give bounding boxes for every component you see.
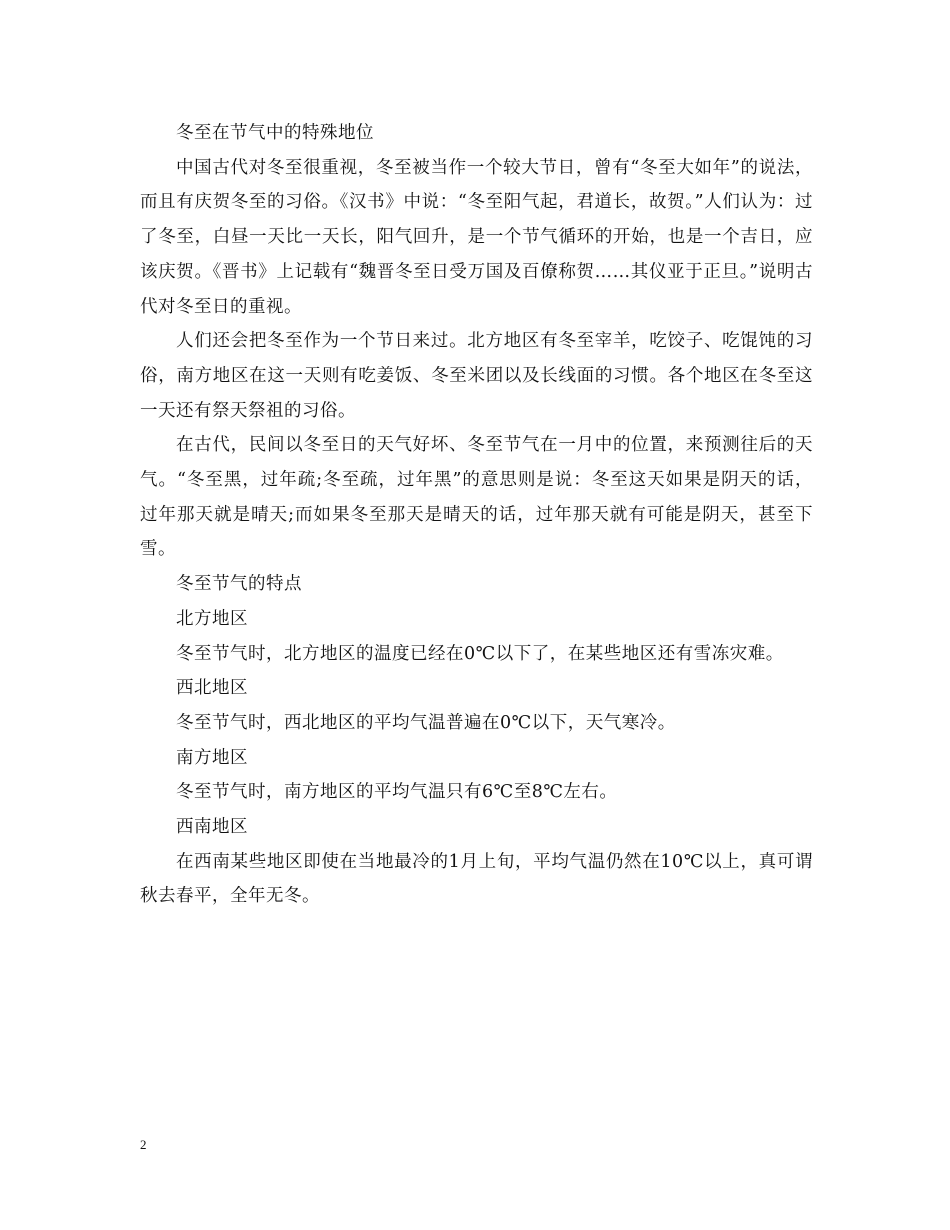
paragraph-southwest-region: 在西南某些地区即使在当地最冷的1月上旬，平均气温仍然在10℃以上，真可谓秋去春平，全年无冬。 bbox=[140, 851, 813, 907]
document-body bbox=[140, 116, 813, 914]
paragraph-ancient-importance: 中国古代对冬至很重视，冬至被当作一个较大节日，曾有“冬至大如年”的说法，而且有庆贺冬至的习俗。《汉书》中说：“冬至阳气起，君道长，故贺。”人们认为：过了冬至，白昼一天比一天长，阳气回升，是一个节气循环的开始，也是一个吉日，应该庆贺。《晋书》上记载有“魏晋冬至日受万国及百僚称贺……其仪亚于正旦。”说明古代对冬至日的重视。 bbox=[140, 157, 813, 317]
heading-northwest-region: 西北地区 bbox=[176, 678, 248, 699]
heading-solstice-features: 冬至节气的特点 bbox=[176, 574, 302, 595]
heading-south-region: 南方地区 bbox=[176, 747, 248, 768]
page-number: 2 bbox=[140, 1137, 147, 1152]
heading-north-region: 北方地区 bbox=[176, 608, 248, 629]
heading-southwest-region: 西南地区 bbox=[176, 817, 248, 838]
paragraph-northwest-region: 冬至节气时，西北地区的平均气温普遍在0℃以下，天气寒冷。 bbox=[176, 712, 676, 733]
paragraph-weather-forecast: 在古代，民间以冬至日的天气好坏、冬至节气在一月中的位置，来预测往后的天气。“冬至黑，过年疏;冬至疏，过年黑”的意思则是说：冬至这天如果是阴天的话，过年那天就是晴天;而如果冬至那天是晴天的话，过年那天就有可能是阴天，甚至下雪。 bbox=[140, 435, 813, 560]
paragraph-south-region: 冬至节气时，南方地区的平均气温只有6℃至8℃左右。 bbox=[176, 782, 618, 803]
paragraph-festival-customs: 人们还会把冬至作为一个节日来过。北方地区有冬至宰羊，吃饺子、吃馄饨的习俗，南方地区在这一天则有吃姜饭、冬至米团以及长线面的习惯。各个地区在冬至这一天还有祭天祭祖的习俗。 bbox=[140, 331, 813, 421]
paragraph-north-region: 冬至节气时，北方地区的温度已经在0℃以下了，在某些地区还有雪冻灾难。 bbox=[176, 643, 784, 664]
heading-winter-solstice-status: 冬至在节气中的特殊地位 bbox=[176, 123, 374, 143]
